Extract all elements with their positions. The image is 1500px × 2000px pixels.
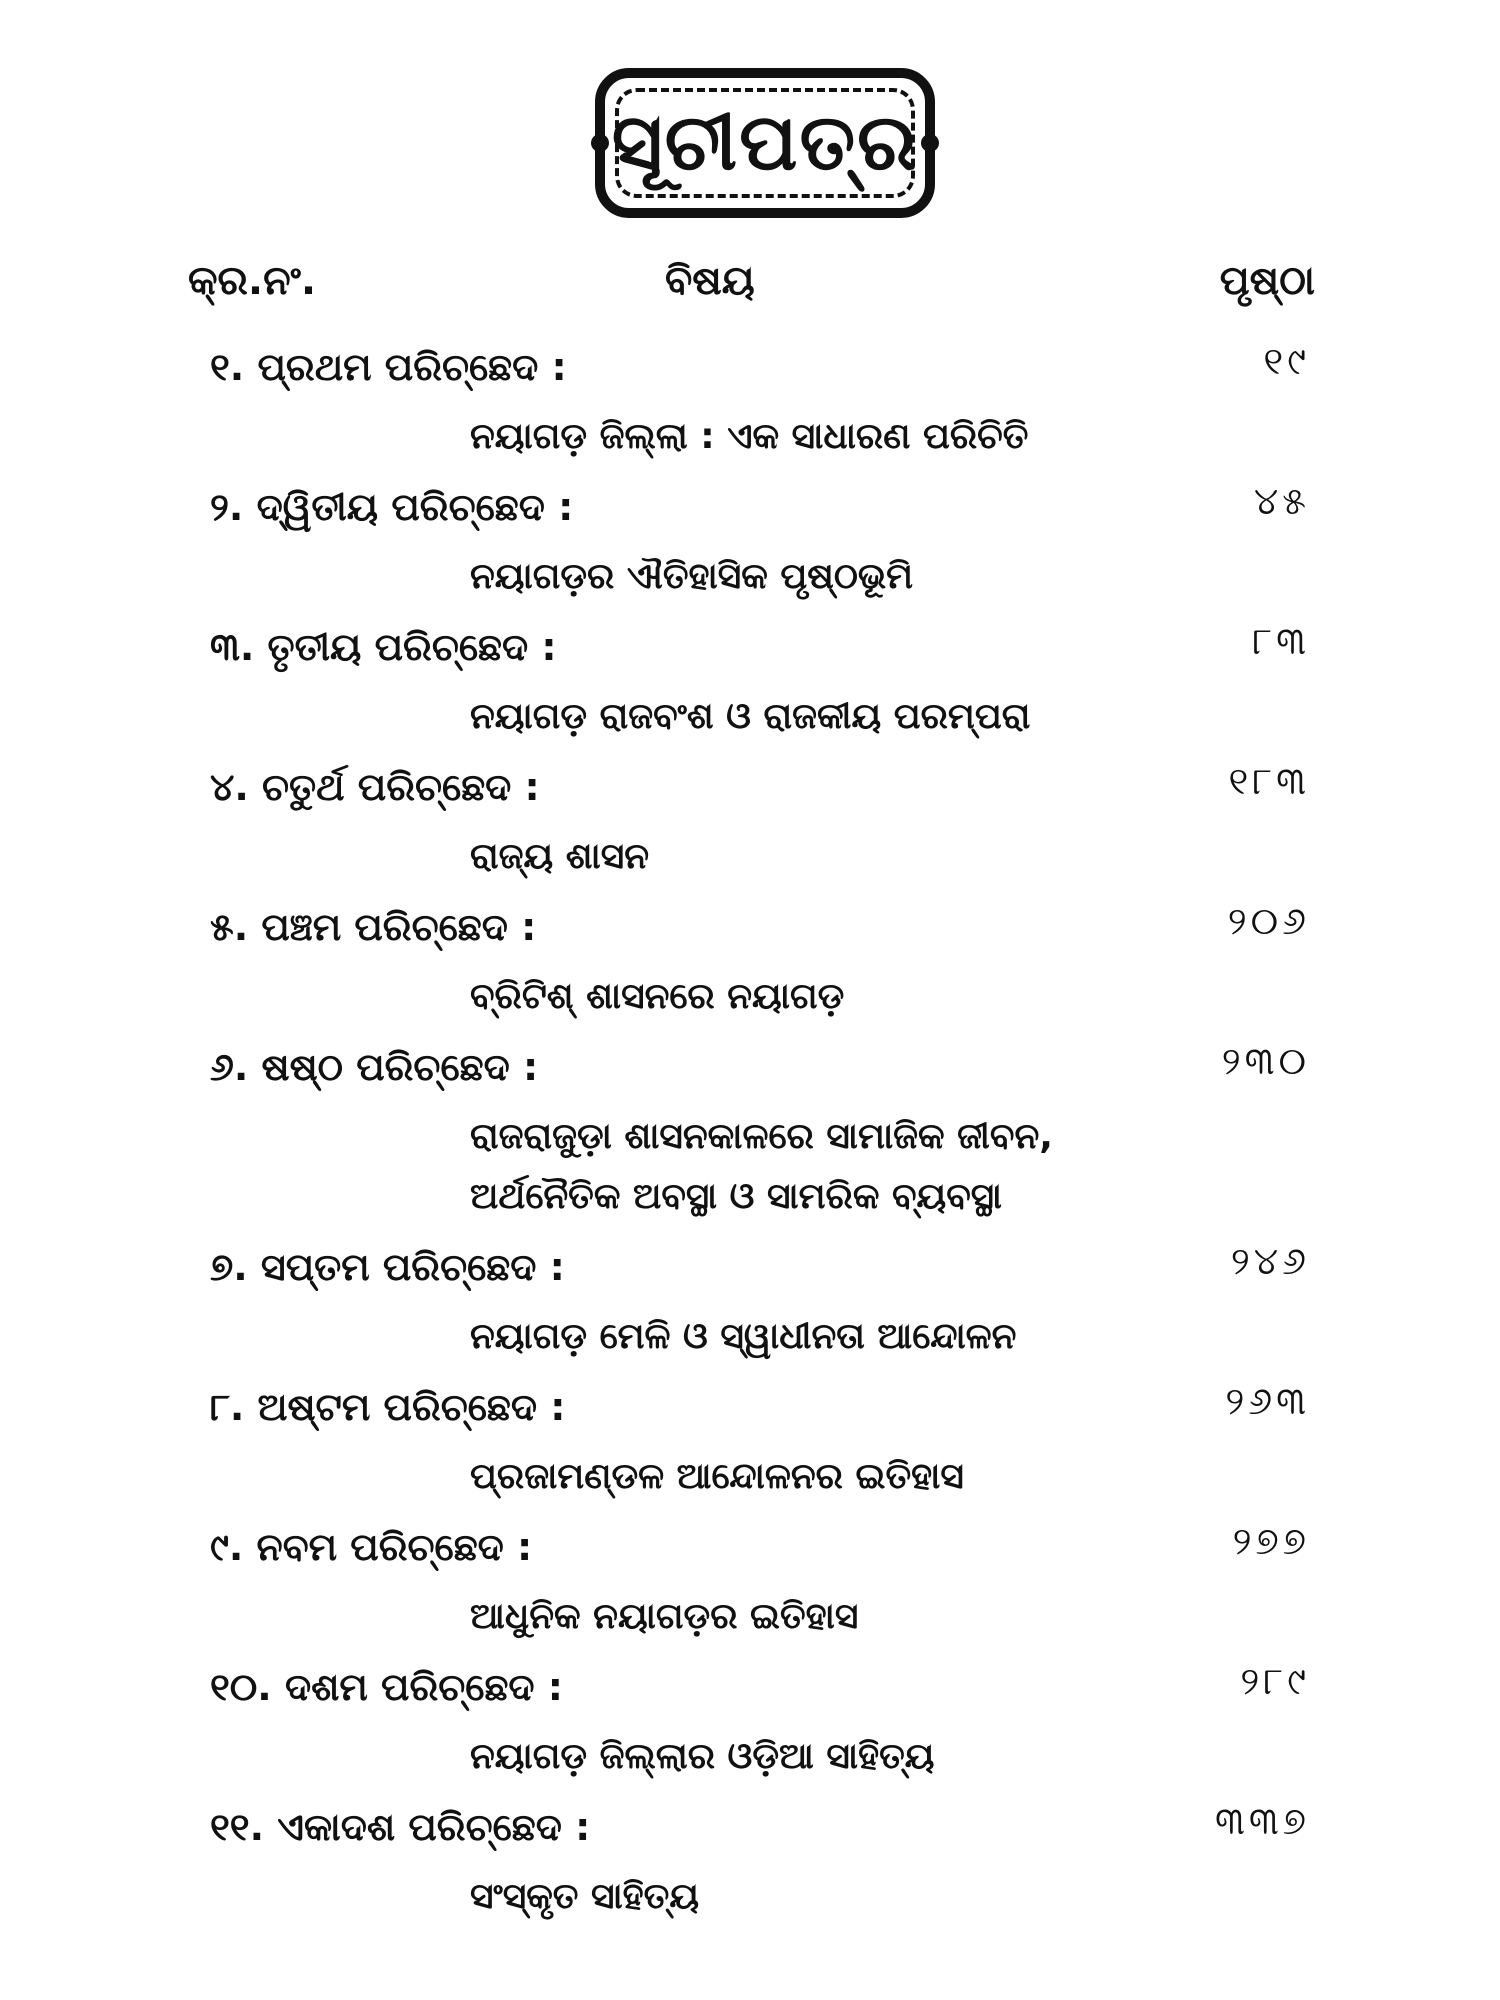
chapter-subject (470, 547, 913, 607)
toc-entry[interactable] (0, 479, 1500, 625)
chapter-heading: ୧୦. ଦଶମ ପରିଚ୍ଛେଦ : (210, 1665, 563, 1709)
chapter-heading: ୧. ପ୍ରଥମ ପରିଚ୍ଛେଦ : (210, 345, 567, 389)
chapter-heading: ୮. ଅଷ୍ଟମ ପରିଚ୍ଛେଦ : (210, 1385, 566, 1429)
chapter-subject (470, 827, 649, 887)
toc-entry[interactable] (0, 759, 1500, 905)
subject-line: ଅର୍ଥନୈତିକ ଅବସ୍ଥା ଓ ସାମରିକ ବ୍ୟବସ୍ଥା (470, 1176, 1002, 1217)
page-number: ୧୮୩ (1228, 759, 1310, 803)
chapter-subject (470, 1307, 1016, 1367)
chapter-subject (470, 1867, 699, 1927)
column-header-row (0, 258, 1500, 318)
chapter-heading: ୯. ନବମ ପରିଚ୍ଛେଦ : (210, 1525, 533, 1569)
page-number: ୪୫ (1253, 479, 1310, 523)
chapter-heading: ୬. ଷଷ୍ଠ ପରିଚ୍ଛେଦ : (210, 1045, 539, 1089)
chapter-subject (470, 1447, 964, 1507)
toc-entry[interactable] (0, 1799, 1500, 1945)
header-serial: କ୍ର.ନଂ. (188, 258, 317, 304)
subject-line: ସଂସ୍କୃତ ସାହିତ୍ୟ (470, 1876, 700, 1917)
toc-entry[interactable] (0, 1379, 1500, 1525)
page-number: ୨୩୦ (1221, 1039, 1310, 1083)
chapter-heading: ୨. ଦ୍ୱିତୀୟ ପରିଚ୍ଛେଦ : (210, 485, 574, 529)
subject-line: ନୟାଗଡ଼ ଜିଲ୍ଲାର ଓଡ଼ିଆ ସାହିତ୍ୟ (470, 1736, 935, 1777)
page-number: ୮୩ (1252, 619, 1310, 663)
chapter-subject (470, 407, 1028, 467)
subject-line: ନୟାଗଡ଼ର ଐତିହାସିକ ପୃଷ୍ଠଭୂମି (470, 556, 914, 597)
page-title: ସୂଚୀପତ୍ର (611, 98, 919, 188)
page-number: ୧୯ (1263, 339, 1310, 383)
subject-line: ନୟାଗଡ଼ ରାଜବଂଶ ଓ ରାଜକୀୟ ପରମ୍ପରା (470, 696, 1031, 737)
chapter-heading: ୭. ସପ୍ତମ ପରିଚ୍ଛେଦ : (210, 1245, 565, 1289)
chapter-subject (470, 1587, 858, 1647)
subject-line: ନୟାଗଡ଼ ଜିଲ୍ଲା : ଏକ ସାଧାରଣ ପରିଚିତି (470, 416, 1029, 457)
toc-entry[interactable] (0, 1519, 1500, 1665)
chapter-heading: ୫. ପଞ୍ଚମ ପରିଚ୍ଛେଦ : (210, 905, 537, 949)
subject-line: ଆଧୁନିକ ନୟାଗଡ଼ର ଇତିହାସ (470, 1596, 859, 1637)
page-number: ୨୪୬ (1230, 1239, 1310, 1283)
chapter-subject (470, 1727, 934, 1787)
frame-ornament-right (921, 134, 939, 152)
page-number: ୩୩୭ (1215, 1799, 1310, 1843)
title-frame (595, 68, 935, 218)
page-number: ୨୬୩ (1225, 1379, 1310, 1423)
chapter-heading: ୪. ଚତୁର୍ଥ ପରିଚ୍ଛେଦ : (210, 765, 540, 809)
chapter-heading: ୩. ତୃତୀୟ ପରିଚ୍ଛେଦ : (210, 625, 557, 669)
subject-line: ନୟାଗଡ଼ ମେଳି ଓ ସ୍ୱାଧୀନତା ଆନ୍ଦୋଳନ (470, 1316, 1017, 1357)
page-number: ୨୭୭ (1232, 1519, 1310, 1563)
chapter-subject (470, 1107, 1053, 1227)
toc-entry[interactable] (0, 1239, 1500, 1385)
chapter-heading: ୧୧. ଏକାଦଶ ପରିଚ୍ଛେଦ : (210, 1805, 591, 1849)
frame-ornament-left (591, 134, 609, 152)
page-number: ୨୦୬ (1227, 899, 1310, 943)
toc-entry[interactable] (0, 1039, 1500, 1245)
toc-entry[interactable] (0, 1659, 1500, 1805)
header-page: ପୃଷ୍ଠା (1219, 258, 1315, 304)
subject-line: ବ୍ରିଟିଶ୍ ଶାସନରେ ନୟାଗଡ଼ (470, 976, 845, 1017)
toc-entry[interactable] (0, 619, 1500, 765)
chapter-subject (470, 687, 1030, 747)
toc-entry[interactable] (0, 899, 1500, 1045)
chapter-subject (470, 967, 844, 1027)
subject-line: ରାଜ୍ୟ ଶାସନ (470, 836, 649, 877)
header-subject: ବିଷୟ (665, 258, 755, 304)
subject-line: ରାଜରାଜୁଡ଼ା ଶାସନକାଳରେ ସାମାଜିକ ଜୀବନ, (470, 1116, 1053, 1157)
toc-entry[interactable] (0, 339, 1500, 485)
page-number: ୨୮୯ (1240, 1659, 1310, 1703)
subject-line: ପ୍ରଜାମଣ୍ଡଳ ଆନ୍ଦୋଳନର ଇତିହାସ (470, 1456, 964, 1497)
